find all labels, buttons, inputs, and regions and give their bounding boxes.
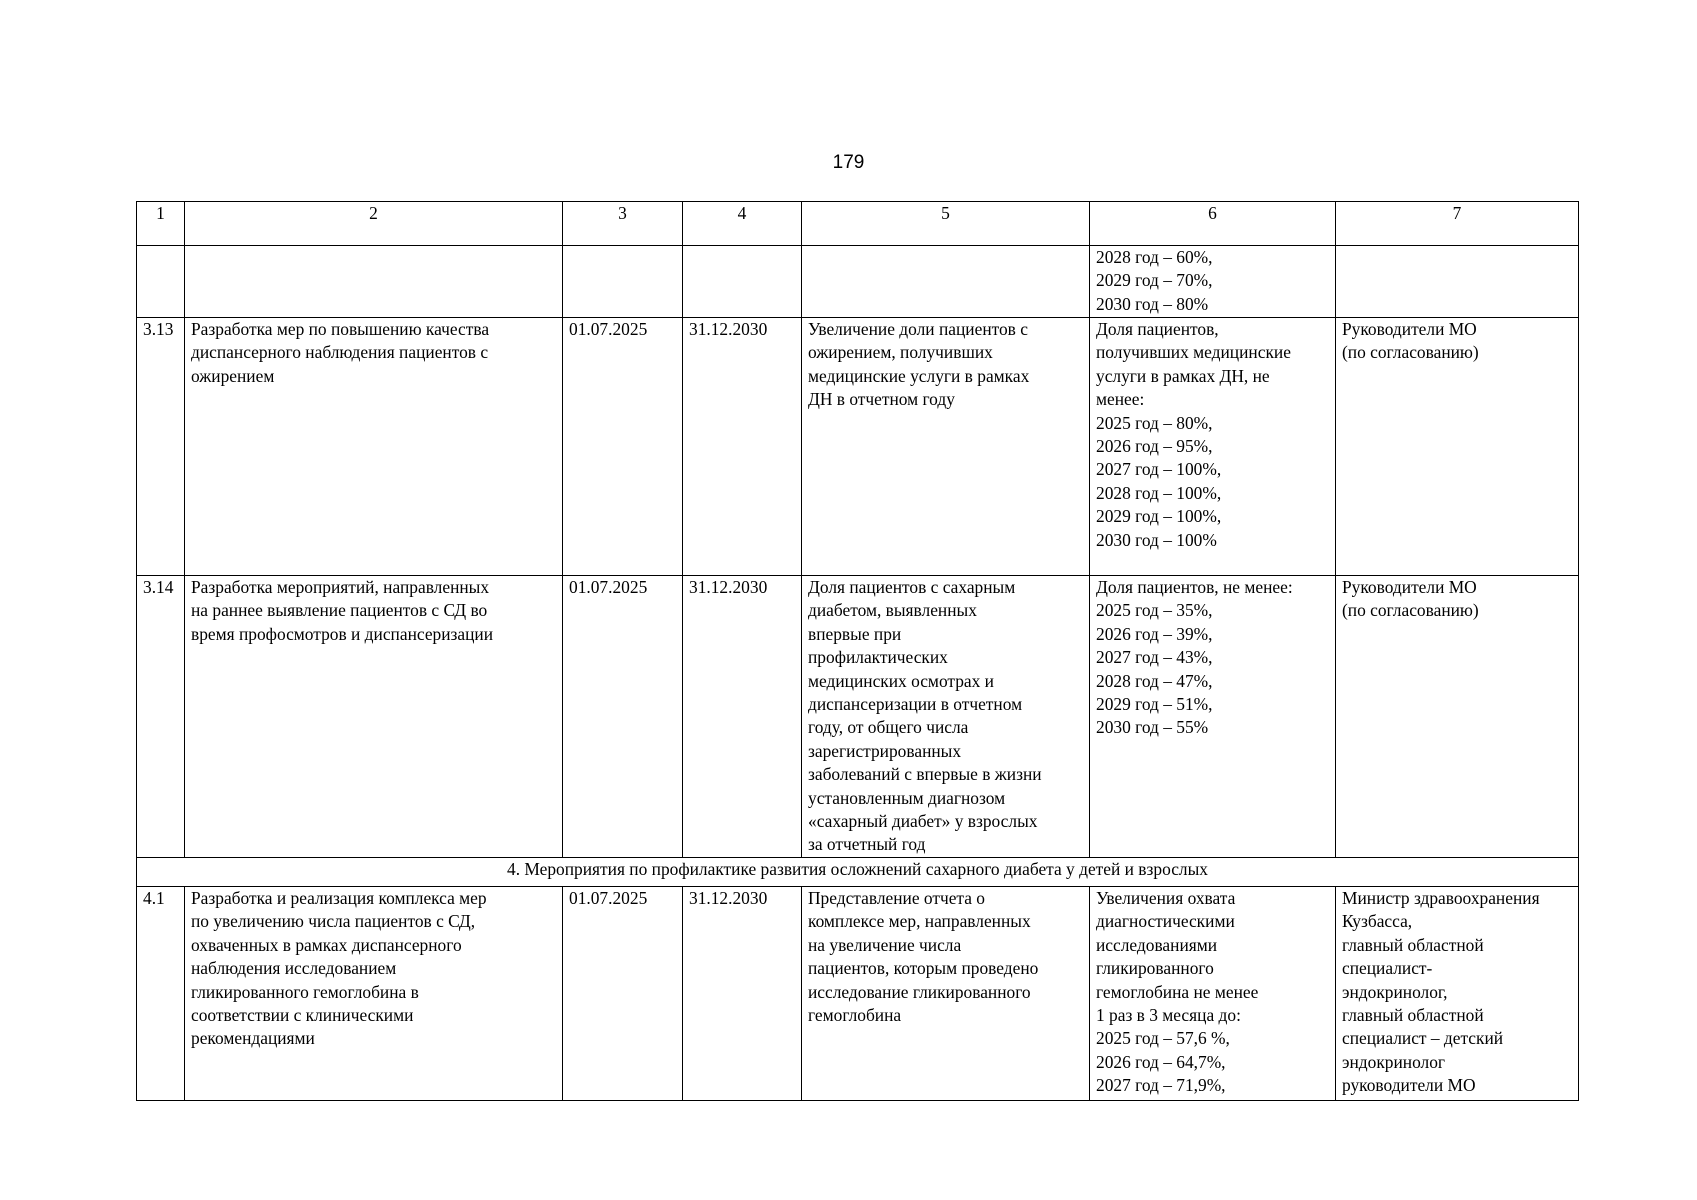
table-row — [137, 576, 1579, 858]
responsible-line: Министр здравоохранения — [1342, 888, 1540, 908]
indicator-line: 2029 год – 51%, — [1096, 694, 1213, 715]
indicator-line: 2027 год – 71,9%, — [1096, 1075, 1226, 1096]
responsible-line: специалист – детский — [1342, 1028, 1504, 1049]
action-line: на раннее выявление пациентов с СД во — [191, 600, 488, 621]
responsible-line: специалист- — [1342, 958, 1433, 979]
indicator-cell — [1090, 576, 1336, 858]
action-line: гликированного гемоглобина в — [191, 981, 419, 1002]
result-line: медицинские услуги в рамках — [808, 365, 1030, 386]
responsible-line: Руководители МО — [1342, 319, 1477, 339]
action-line: диспансерного наблюдения пациентов с — [191, 342, 489, 363]
action-line: соответствии с клиническими — [191, 1005, 414, 1026]
indicator-line: 2029 год – 70%, — [1096, 270, 1213, 291]
action-cell — [185, 576, 563, 858]
indicator-line: 2028 год – 60%, — [1096, 247, 1213, 267]
start-date-cell — [563, 246, 683, 318]
header-cell: 2 — [185, 202, 563, 246]
result-line: зарегистрированных — [808, 740, 962, 761]
indicator-line: 2026 год – 95%, — [1096, 436, 1213, 457]
header-cell: 4 — [683, 202, 802, 246]
action-line: Разработка и реализация комплекса мер — [191, 888, 487, 908]
action-line: ожирением — [191, 365, 275, 386]
result-line: пациентов, которым проведено — [808, 958, 1039, 979]
responsible-line: (по согласованию) — [1342, 600, 1479, 621]
header-cell: 6 — [1090, 202, 1336, 246]
action-line: наблюдения исследованием — [191, 958, 397, 979]
result-line: комплексе мер, направленных — [808, 911, 1031, 932]
section-title: 4. Мероприятия по профилактике развития осложнений сахарного диабета у детей и взрослых — [137, 858, 1579, 887]
indicator-cell — [1090, 887, 1336, 1101]
number-cell — [137, 246, 185, 318]
header-cell: 5 — [802, 202, 1090, 246]
result-line: установленным диагнозом — [808, 787, 1006, 808]
responsible-line: эндокринолог — [1342, 1051, 1446, 1072]
responsible-line: (по согласованию) — [1342, 342, 1479, 363]
end-date-cell: 31.12.2030 — [683, 576, 802, 858]
result-cell — [802, 246, 1090, 318]
result-line: ДН в отчетном году — [808, 389, 955, 410]
result-line: на увеличение числа — [808, 934, 962, 955]
result-line: ожирением, получивших — [808, 342, 993, 363]
indicator-line: гликированного — [1096, 958, 1214, 979]
action-line: рекомендациями — [191, 1028, 315, 1049]
indicator-line: 2026 год – 64,7%, — [1096, 1051, 1226, 1072]
indicator-line: 2028 год – 100%, — [1096, 482, 1222, 503]
measures-table — [136, 201, 1579, 1101]
indicator-line: 2025 год – 35%, — [1096, 600, 1213, 621]
indicator-cell — [1090, 318, 1336, 576]
action-cell — [185, 318, 563, 576]
indicator-line: менее: — [1096, 389, 1145, 410]
result-line: профилактических — [808, 647, 948, 668]
result-line: «сахарный диабет» у взрослых — [808, 811, 1038, 832]
result-line: Увеличение доли пациентов с — [808, 319, 1028, 339]
end-date-cell: 31.12.2030 — [683, 887, 802, 1101]
page-number: 179 — [832, 152, 865, 173]
responsible-line: руководители МО — [1342, 1075, 1476, 1096]
number-cell: 4.1 — [137, 887, 185, 1101]
indicator-line: гемоглобина не менее — [1096, 981, 1259, 1002]
result-line: Доля пациентов с сахарным — [808, 577, 1016, 597]
table-row — [137, 887, 1579, 1101]
indicator-line: 2025 год – 57,6 %, — [1096, 1028, 1230, 1049]
indicator-line: 2025 год – 80%, — [1096, 412, 1213, 433]
header-cell: 3 — [563, 202, 683, 246]
result-cell — [802, 318, 1090, 576]
indicator-line: 2028 год – 47%, — [1096, 670, 1213, 691]
indicator-line: 1 раз в 3 месяца до: — [1096, 1005, 1241, 1026]
indicator-line: 2030 год – 55% — [1096, 717, 1209, 738]
indicator-line: 2026 год – 39%, — [1096, 623, 1213, 644]
responsible-cell — [1336, 887, 1579, 1101]
table-row — [137, 318, 1579, 576]
indicator-line: 2030 год – 100% — [1096, 529, 1217, 550]
result-line: за отчетный год — [808, 834, 926, 855]
responsible-line: эндокринолог, — [1342, 981, 1448, 1002]
section-row — [137, 858, 1579, 887]
action-line: Разработка мер по повышению качества — [191, 319, 490, 339]
action-line: по увеличению числа пациентов с СД, — [191, 911, 476, 932]
result-line: медицинских осмотрах и — [808, 670, 994, 691]
indicator-line: получивших медицинские — [1096, 342, 1291, 363]
action-line: охваченных в рамках диспансерного — [191, 934, 462, 955]
result-line: диабетом, выявленных — [808, 600, 977, 621]
start-date-cell: 01.07.2025 — [563, 887, 683, 1101]
responsible-line: Кузбасса, — [1342, 911, 1413, 932]
responsible-line: главный областной — [1342, 934, 1484, 955]
result-line: году, от общего числа — [808, 717, 969, 738]
indicator-line: 2027 год – 100%, — [1096, 459, 1222, 480]
indicator-line: исследованиями — [1096, 934, 1218, 955]
table-header-row — [137, 202, 1579, 246]
action-cell — [185, 887, 563, 1101]
result-line: впервые при — [808, 623, 902, 644]
indicator-cell — [1090, 246, 1336, 318]
responsible-cell — [1336, 318, 1579, 576]
number-cell: 3.14 — [137, 576, 185, 858]
header-cell: 1 — [137, 202, 185, 246]
indicator-line: Доля пациентов, не менее: — [1096, 577, 1293, 597]
result-line: исследование гликированного — [808, 981, 1031, 1002]
responsible-line: главный областной — [1342, 1005, 1484, 1026]
action-line: время профосмотров и диспансеризации — [191, 623, 494, 644]
responsible-line: Руководители МО — [1342, 577, 1477, 597]
responsible-cell — [1336, 246, 1579, 318]
result-line: Представление отчета о — [808, 888, 986, 908]
result-line: диспансеризации в отчетном — [808, 694, 1023, 715]
result-cell — [802, 887, 1090, 1101]
result-cell — [802, 576, 1090, 858]
result-line: заболеваний с впервые в жизни — [808, 764, 1042, 785]
indicator-line: 2027 год – 43%, — [1096, 647, 1213, 668]
number-cell: 3.13 — [137, 318, 185, 576]
responsible-cell — [1336, 576, 1579, 858]
indicator-line: Увеличения охвата — [1096, 888, 1236, 908]
indicator-line: 2030 год – 80% — [1096, 293, 1209, 314]
indicator-line: 2029 год – 100%, — [1096, 506, 1222, 527]
indicator-line: диагностическими — [1096, 911, 1235, 932]
indicator-line: Доля пациентов, — [1096, 319, 1219, 339]
end-date-cell — [683, 246, 802, 318]
action-cell — [185, 246, 563, 318]
end-date-cell: 31.12.2030 — [683, 318, 802, 576]
result-line: гемоглобина — [808, 1005, 902, 1026]
start-date-cell: 01.07.2025 — [563, 318, 683, 576]
header-cell: 7 — [1336, 202, 1579, 246]
indicator-line: услуги в рамках ДН, не — [1096, 365, 1270, 386]
action-line: Разработка мероприятий, направленных — [191, 577, 490, 597]
table-row — [137, 246, 1579, 318]
start-date-cell: 01.07.2025 — [563, 576, 683, 858]
